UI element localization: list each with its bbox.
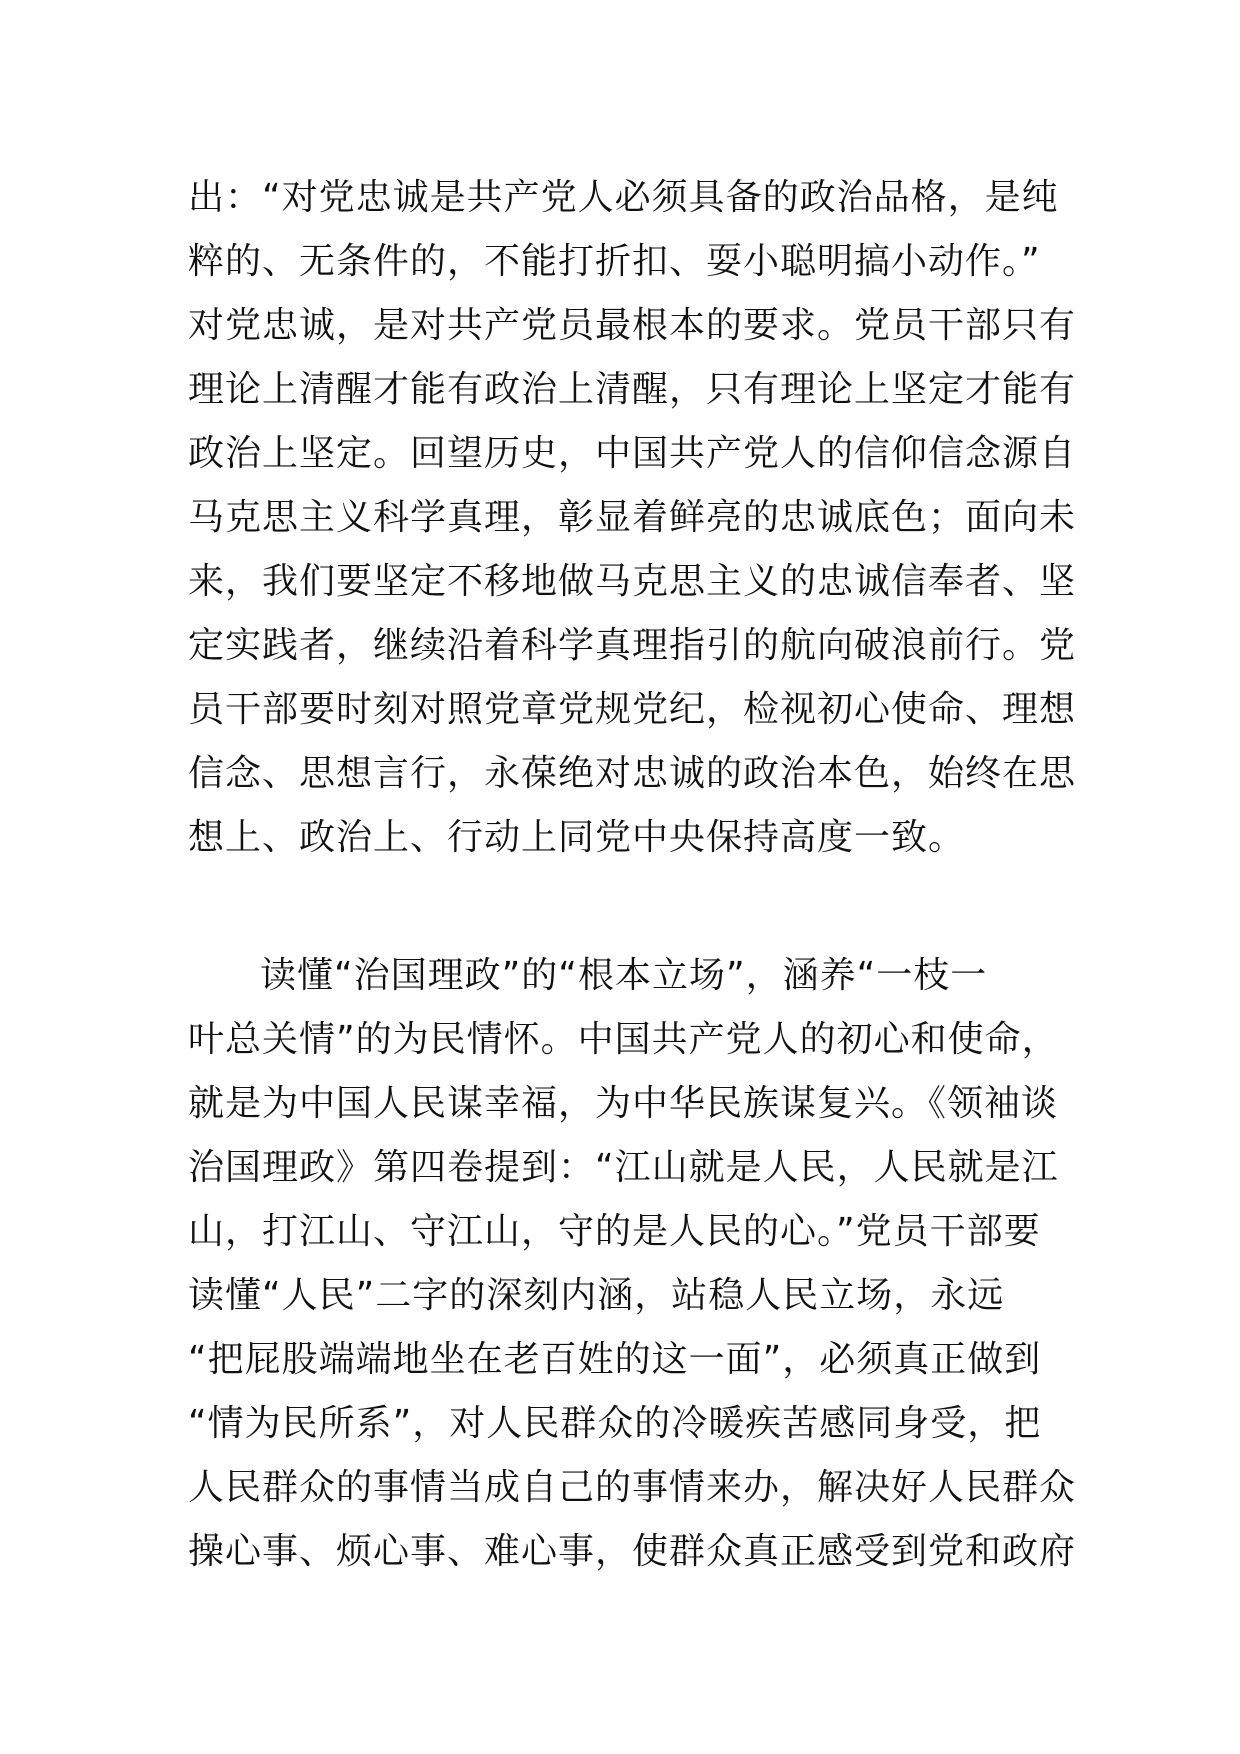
text-line: 就是为中国人民谋幸福，为中华民族谋复兴。《领袖谈 [188,1083,1059,1124]
text-line: 治国理政》第四卷提到：“江山就是人民，人民就是江 [188,1147,1059,1188]
text-line: 对党忠诚，是对共产党员最根本的要求。党员干部只有 [188,305,1077,346]
text-line: 出：“对党忠诚是共产党人必须具备的政治品格，是纯 [188,177,1059,218]
text-line: 读懂“人民”二字的深刻内涵，站稳人民立场，永远 [188,1275,1005,1316]
text-line: 读懂“治国理政”的“根本立场”，涵养“一枝一 [260,955,988,996]
paragraph-people-stance [188,944,1077,1584]
text-line: 叶总关情”的为民情怀。中国共产党人的初心和使命， [188,1019,1059,1060]
text-line: 粹的、无条件的，不能打折扣、耍小聪明搞小动作。” [188,241,1041,282]
text-line: 马克思主义科学真理，彰显着鲜亮的忠诚底色；面向未 [188,497,1077,538]
text-line: 定实践者，继续沿着科学真理指引的航向破浪前行。党 [188,625,1077,666]
text-line: 想上、政治上、行动上同党中央保持高度一致。 [188,817,966,858]
text-line: 理论上清醒才能有政治上清醒，只有理论上坚定才能有 [188,369,1077,410]
text-line: 山，打江山、守江山，守的是人民的心。”党员干部要 [188,1211,1041,1252]
text-line: 来，我们要坚定不移地做马克思主义的忠诚信奉者、坚 [188,561,1077,602]
paragraph-loyalty [188,166,1077,870]
text-line: 政治上坚定。回望历史，中国共产党人的信仰信念源自 [188,433,1077,474]
text-line: 员干部要时刻对照党章党规党纪，检视初心使命、理想 [188,689,1077,730]
text-line: “情为民所系”，对人民群众的冷暖疾苦感同身受，把 [188,1403,1042,1444]
text-line: 人民群众的事情当成自己的事情来办，解决好人民群众 [188,1467,1077,1508]
text-line: “把屁股端端地坐在老百姓的这一面”，必须真正做到 [188,1339,1042,1380]
text-line: 操心事、烦心事、难心事，使群众真正感受到党和政府 [188,1531,1077,1572]
text-line: 信念、思想言行，永葆绝对忠诚的政治本色，始终在思 [188,753,1077,794]
